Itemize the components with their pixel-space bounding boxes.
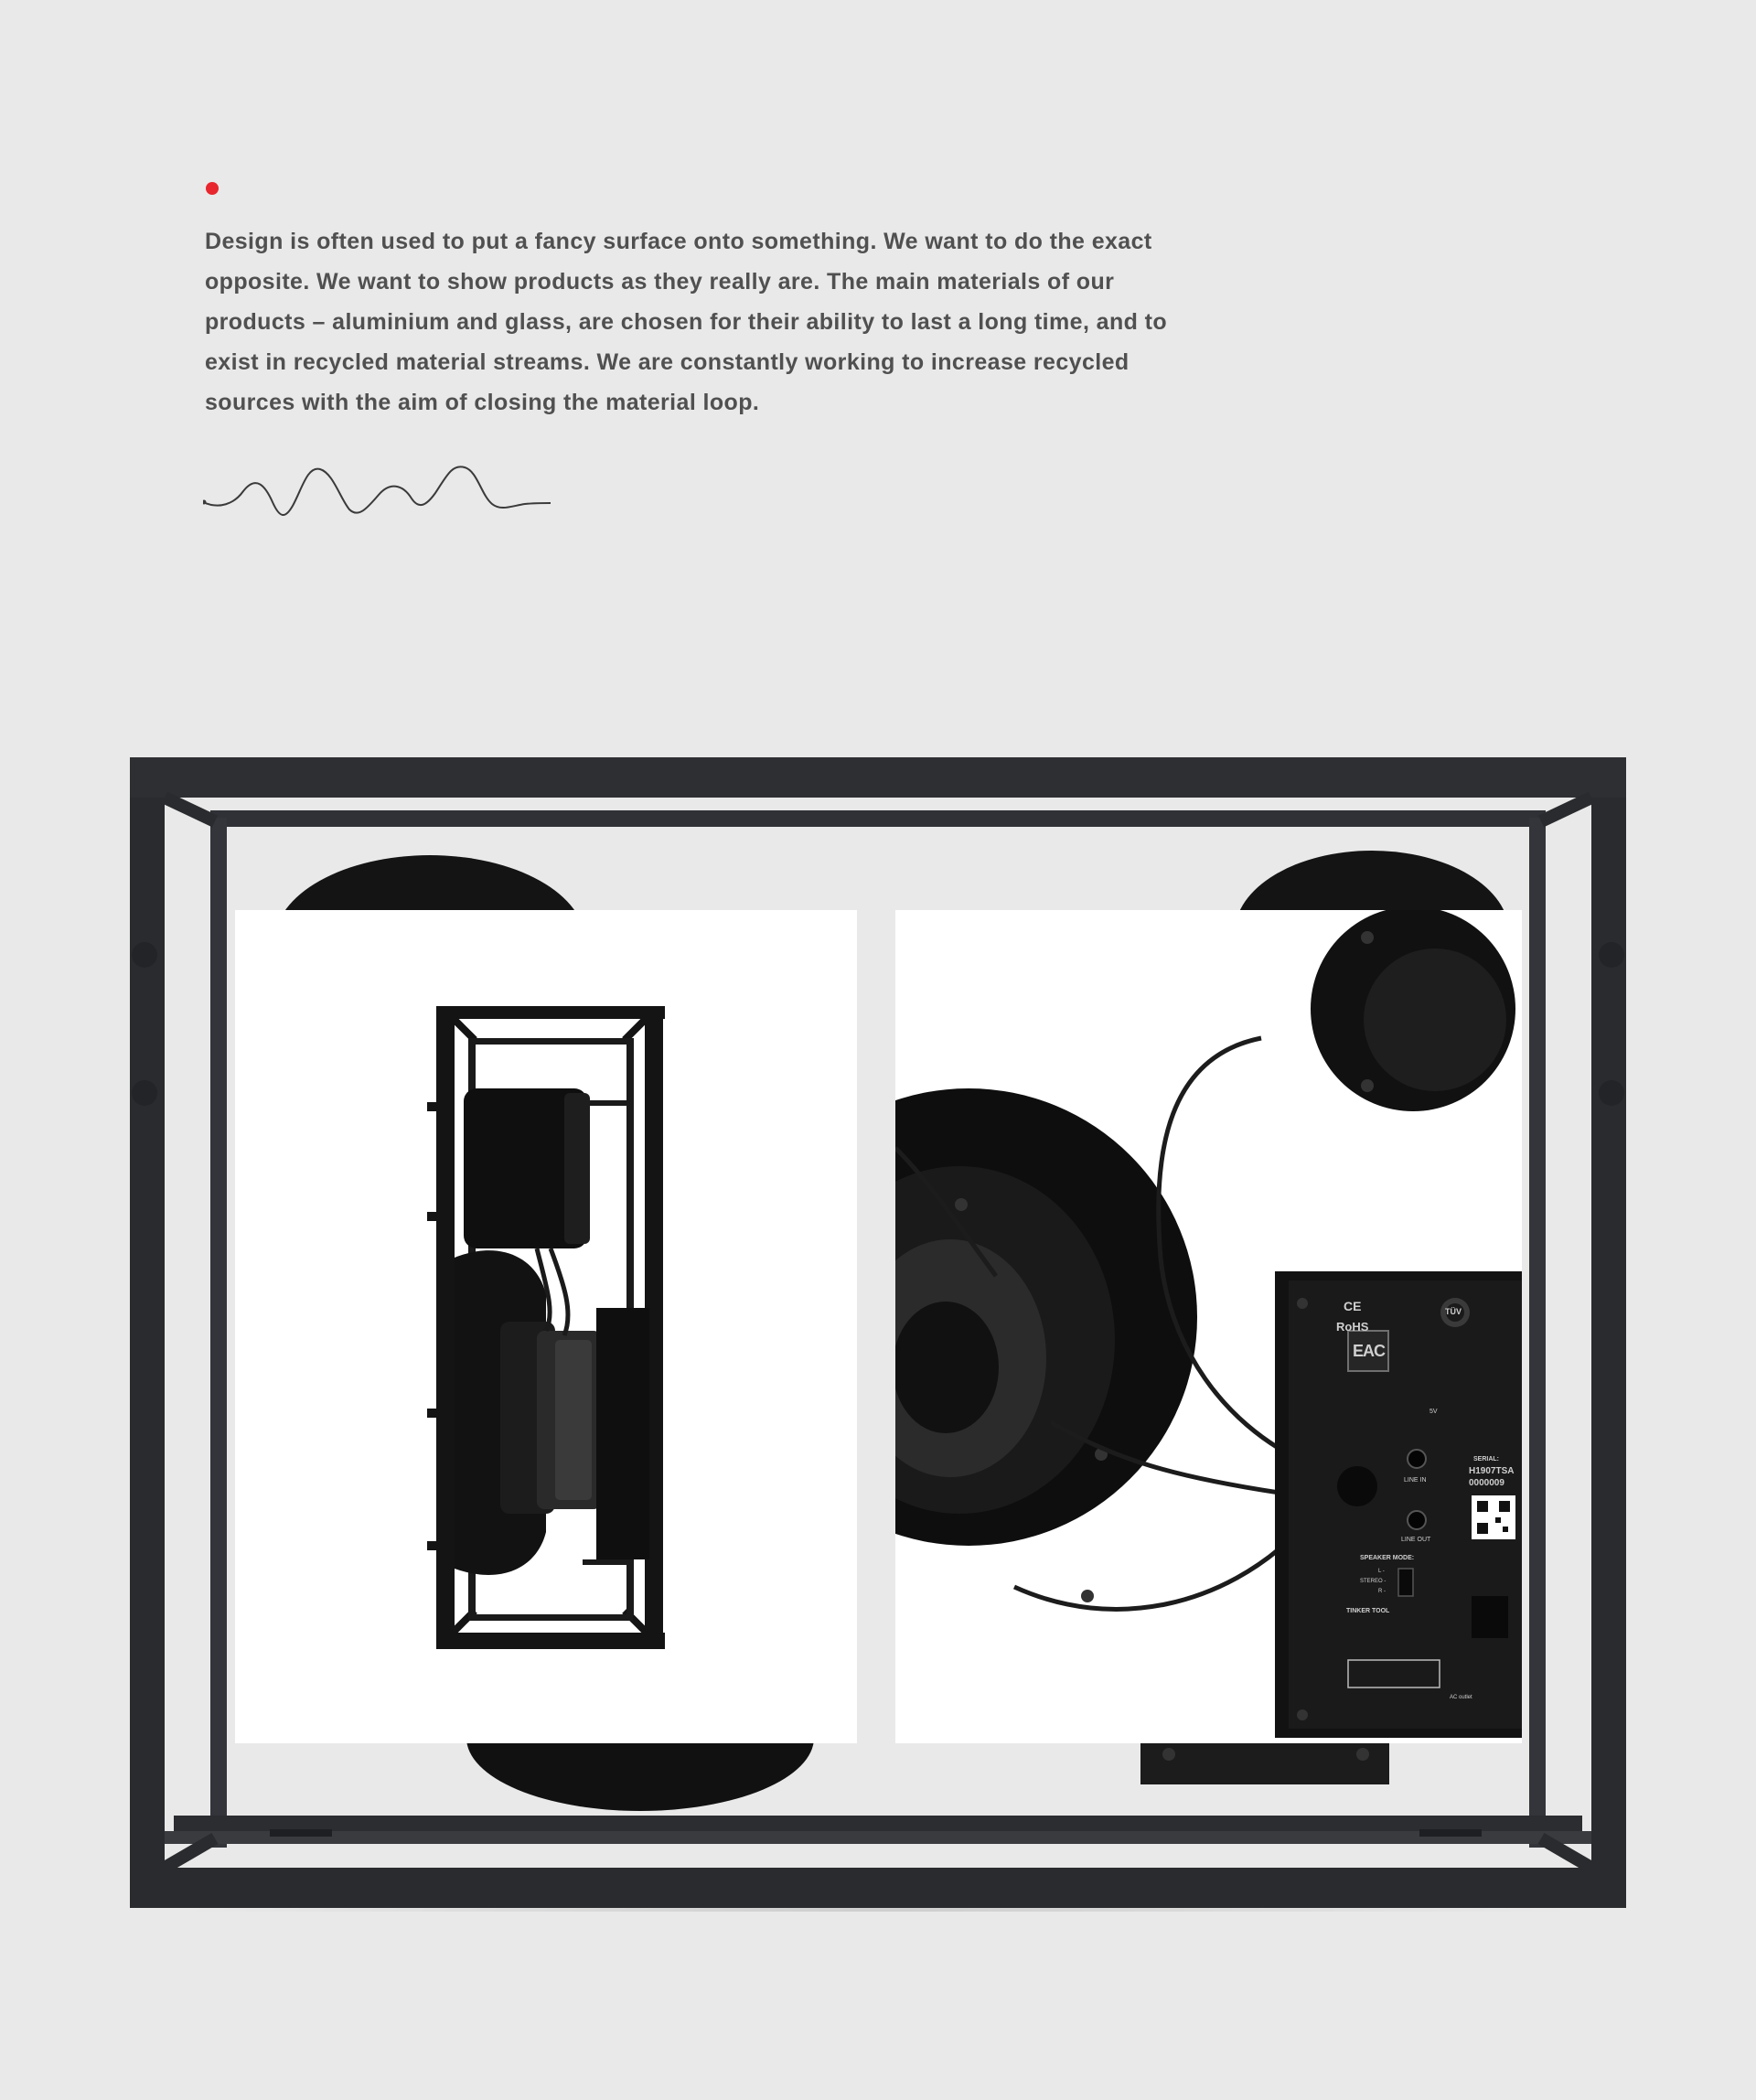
intro-paragraph: Design is often used to put a fancy surface onto something. We want to do the exact opposite. We want to show products as they really are. The main materials of our products – aluminium and glass, are chosen for their ability to last a long time, and to exist in recycled material streams. We are constantly working to increase recycled sources with the aim of closing the material loop. <box>205 229 1168 415</box>
line-in-label: LINE IN <box>1404 1477 1427 1484</box>
tinker-tool-label: TINKER TOOL <box>1346 1608 1390 1614</box>
serial-model: H1907TSA <box>1469 1466 1515 1476</box>
serial-number: 0000009 <box>1469 1478 1504 1488</box>
usb-voltage-label: 5V <box>1429 1409 1438 1415</box>
sound-wave-illustration <box>203 462 551 526</box>
ce-mark: CE <box>1344 1299 1362 1313</box>
back-view-panel <box>895 910 1522 1743</box>
speaker-side-view-illustration <box>235 910 857 1743</box>
amp-back-labels <box>895 910 1522 1743</box>
serial-label: SERIAL: <box>1473 1456 1499 1462</box>
tuv-mark: TÜV <box>1445 1307 1462 1316</box>
accent-dot <box>206 182 219 195</box>
mode-option-right: R - <box>1378 1589 1386 1594</box>
side-view-panel <box>235 910 857 1743</box>
speaker-mode-label: SPEAKER MODE: <box>1360 1555 1415 1561</box>
line-out-label: LINE OUT <box>1401 1537 1431 1543</box>
eac-mark: EAC <box>1353 1342 1386 1360</box>
product-showcase <box>128 750 1628 1912</box>
mode-option-stereo: STEREO - <box>1360 1579 1387 1584</box>
ac-outlet-label: AC outlet <box>1450 1695 1472 1700</box>
rohs-mark: RoHS <box>1336 1320 1369 1334</box>
mode-option-left: L - <box>1378 1569 1385 1574</box>
